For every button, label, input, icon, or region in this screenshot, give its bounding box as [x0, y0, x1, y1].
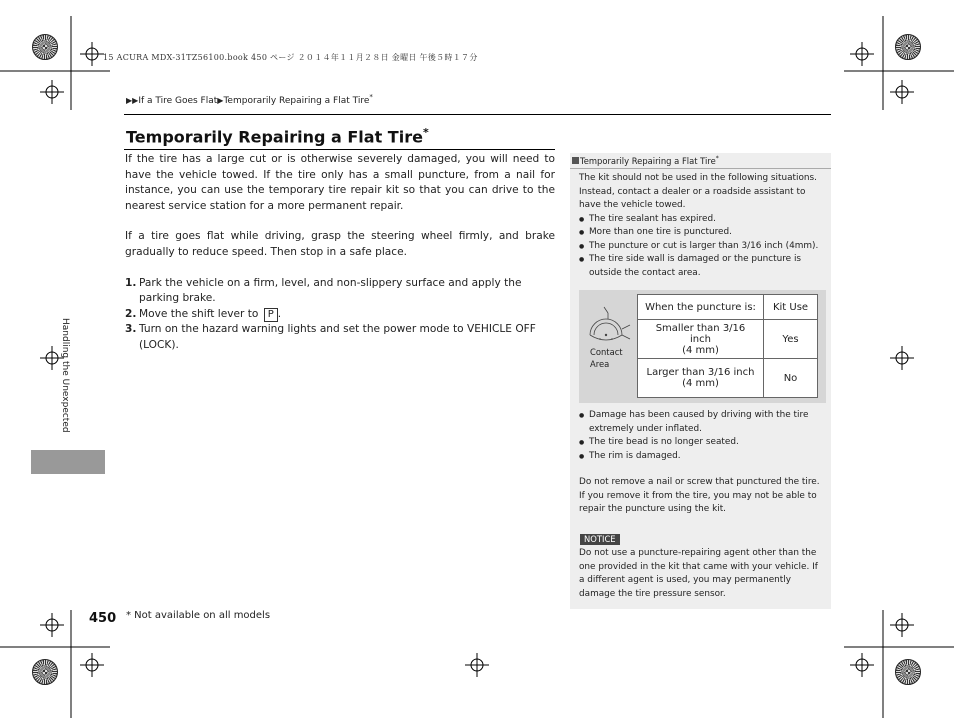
- table-cell: Yes: [764, 320, 818, 359]
- page-title-asterisk: *: [422, 126, 429, 139]
- step-number: 2.: [125, 307, 137, 320]
- tire-contact-area-icon: [586, 305, 632, 351]
- print-header: 15 ACURA MDX-31TZ56100.book 450 ページ ２０１４年１１月２８日 金曜日 午後５時１７分: [103, 53, 478, 62]
- side-note-heading: [570, 155, 831, 166]
- side-note-divider: [570, 168, 831, 169]
- step-number: 3.: [125, 323, 137, 336]
- paragraph: If the tire has a large cut or is otherwise severely damaged, you will need to have the vehicle towed. If the tire only has a small puncture, from a nail for instance, you can use the temporary tire repair kit so that you can drive to the nearest service station for a more permanent repair.: [125, 153, 555, 212]
- side-note-intro: The kit should not be used in the following situations. Instead, contact a dealer or a roadside assistant to have the vehicle towed.: [579, 173, 817, 210]
- breadcrumb-separator: ▶: [217, 96, 224, 105]
- section-tab-marker: [31, 450, 105, 474]
- table-cell: [638, 320, 764, 359]
- step-text: Turn on the hazard warning lights and set the power mode to VEHICLE OFF (LOCK).: [139, 323, 536, 351]
- breadcrumb-arrows: ▶▶: [126, 96, 139, 105]
- breadcrumb-current: Temporarily Repairing a Flat Tire: [223, 96, 370, 106]
- side-note-heading-text[interactable]: Temporarily Repairing a Flat Tire: [580, 155, 716, 166]
- nail-note-block: [579, 476, 824, 517]
- title-divider: [124, 149, 555, 150]
- table-header-cell: Kit Use: [764, 295, 818, 320]
- breadcrumb-asterisk: *: [369, 93, 373, 101]
- reference-arrow-icon: [572, 157, 579, 164]
- breadcrumb-link-section[interactable]: If a Tire Goes Flat: [138, 96, 218, 106]
- notice-badge: NOTICE: [580, 534, 620, 545]
- side-note-heading-asterisk: *: [715, 155, 719, 162]
- size-line2: (4 mm): [682, 344, 719, 356]
- table-row: [638, 320, 818, 359]
- size-line2: (4 mm): [682, 378, 719, 389]
- list-item: ● Damage has been caused by driving with the tire extremely under inflated.: [579, 409, 824, 436]
- page-title-text: Temporarily Repairing a Flat Tire: [126, 127, 423, 147]
- step-item: [125, 276, 555, 307]
- page-number: 450: [89, 611, 117, 626]
- step-text-end: .: [277, 307, 282, 320]
- park-key-icon: P: [264, 308, 278, 322]
- size-line1: Smaller than 3/16 inch: [655, 322, 746, 345]
- list-item: ● The tire sealant has expired.: [579, 213, 824, 227]
- table-cell: No: [764, 359, 818, 398]
- main-content: [125, 152, 555, 354]
- damage-list-block: [579, 409, 824, 463]
- table-header-cell: When the puncture is:: [638, 295, 764, 320]
- breadcrumb: [126, 93, 373, 106]
- size-line1: Larger than 3/16 inch: [646, 367, 755, 378]
- side-note-intro-block: [579, 172, 824, 280]
- figure-label-line2: Area: [590, 359, 610, 369]
- damage-list: [579, 409, 824, 463]
- step-number: 1.: [125, 276, 137, 289]
- step-list: [125, 276, 555, 354]
- section-tab-label: Handling the Unexpected: [60, 318, 70, 433]
- list-item: ● The rim is damaged.: [579, 450, 824, 464]
- step-text: Move the shift lever to: [139, 307, 259, 320]
- figure-label: [590, 346, 623, 370]
- nail-note: Do not remove a nail or screw that punctured the tire. If you remove it from the tire, you may not be able to repair the puncture using the kit.: [579, 477, 820, 514]
- list-item: ● The puncture or cut is larger than 3/16 inch (4mm).: [579, 240, 824, 254]
- step-item: [125, 322, 555, 353]
- step-text: Park the vehicle on a firm, level, and non-slippery surface and apply the parking brake.: [139, 276, 522, 305]
- page-title: [126, 126, 429, 146]
- footnote: * Not available on all models: [126, 610, 271, 621]
- table-row: [638, 359, 818, 398]
- puncture-size-table: [637, 294, 818, 398]
- figure-label-line1: Contact: [590, 347, 623, 357]
- list-item: ● The tire side wall is damaged or the puncture is outside the contact area.: [579, 253, 824, 280]
- step-item: [125, 307, 555, 323]
- table-cell: [638, 359, 764, 398]
- top-divider: [124, 114, 831, 115]
- notice-text: Do not use a puncture-repairing agent other than the one provided in the kit that came with your vehicle. If a different agent is used, you may permanently damage the tire pressure sensor.: [579, 548, 818, 599]
- notice-text-block: [579, 547, 824, 601]
- list-item: ● More than one tire is punctured.: [579, 226, 824, 240]
- list-item: ● The tire bead is no longer seated.: [579, 436, 824, 450]
- kit-restriction-list: [579, 213, 824, 281]
- paragraph: If a tire goes flat while driving, grasp the steering wheel firmly, and brake gradually to reduce speed. Then stop in a safe place.: [125, 230, 555, 258]
